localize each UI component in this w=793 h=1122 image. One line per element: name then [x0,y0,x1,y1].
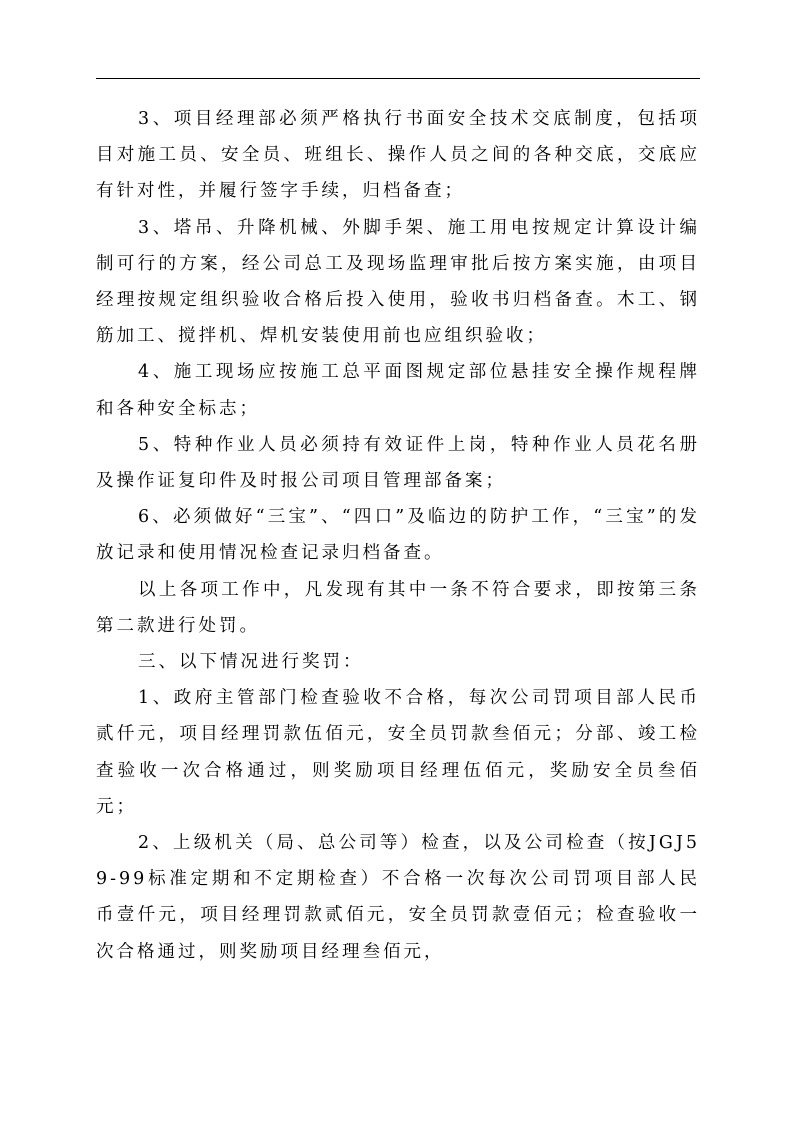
paragraph-item-1-government-inspection: 1、政府主管部门检查验收不合格，每次公司罚项目部人民币贰仟元，项目经理罚款伍佰元，安全员罚款叁佰元；分部、竣工检查验收一次合格通过，则奖励项目经理伍佰元，奖励安全员叁佰元； [96,688,700,817]
paragraph-item-3-machinery: 3、塔吊、升降机械、外脚手架、施工用电按规定计算设计编制可行的方案，经公司总工及现场监理审批后按方案实施，由项目经理按规定组织验收合格后投入使用，验收书归档备查。木工、钢筋加工、搅拌机、焊机安装使用前也应组织验收； [96,217,700,347]
section-heading-rewards-penalties: 三、以下情况进行奖罚： [138,652,364,673]
paragraph-item-4-signage: 4、施工现场应按施工总平面图规定部位悬挂安全操作规程牌和各种安全标志； [96,362,700,419]
paragraph-item-3-disclosure: 3、项目经理部必须严格执行书面安全技术交底制度，包括项目对施工员、安全员、班组长、操作人员之间的各种交底，交底应有针对性，并履行签字手续，归档备查； [96,109,700,202]
paragraph-item-2-superior-inspection: 2、上级机关（局、总公司等）检查，以及公司检查（按JGJ59-99标准定期和不定期检查）不合格一次每次公司罚项目部人民币壹仟元，项目经理罚款贰佰元，安全员罚款壹佰元；检查验收一次合格通过，则奖励项目经理叁佰元， [96,833,700,962]
paragraph-item-6-protection: 6、必须做好“三宝”、“四口”及临边的防护工作，“三宝”的发放记录和使用情况检查记录归档备查。 [96,507,700,564]
header-rule [96,78,700,79]
paragraph-item-5-special-workers: 5、特种作业人员必须持有效证件上岗，特种作业人员花名册及操作证复印件及时报公司项目管理部备案； [96,434,700,492]
paragraph-penalty-note: 以上各项工作中，凡发现有其中一条不符合要求，即按第三条第二款进行处罚。 [96,579,700,636]
document-body [96,101,700,970]
